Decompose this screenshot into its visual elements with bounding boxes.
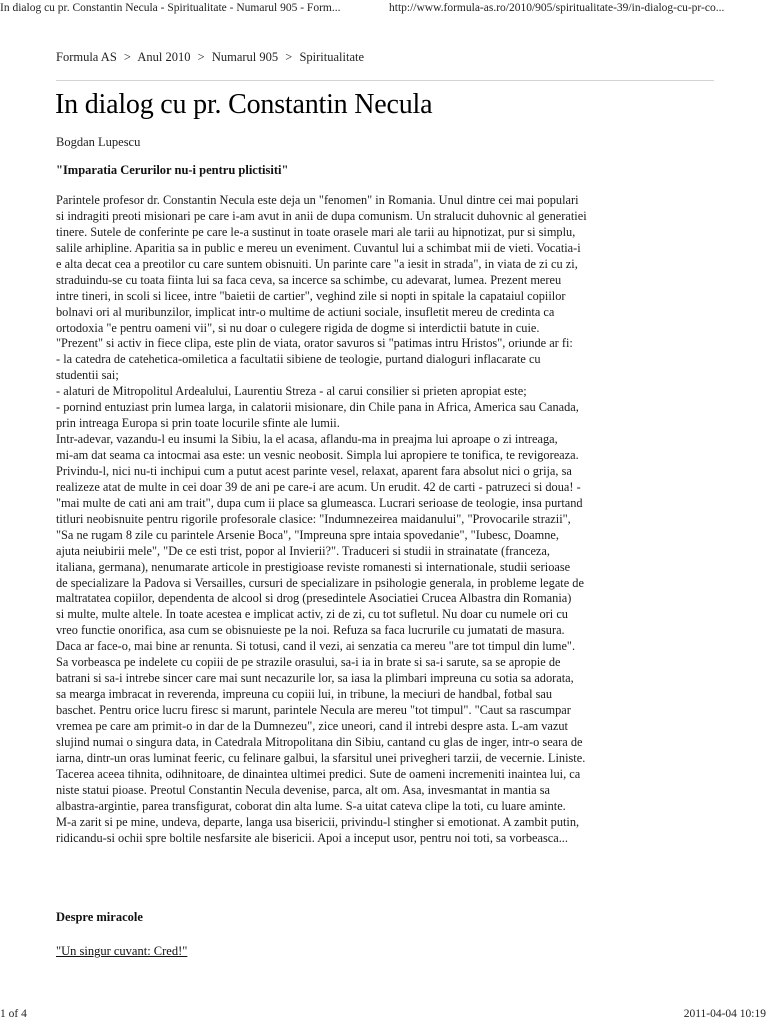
- article-author: Bogdan Lupescu: [56, 135, 141, 149]
- body-text-line: ajuta neiubirii mele", "De ce esti trist, popor al Invierii?". Traduceri si studii in strainatate (franceza,: [56, 543, 550, 558]
- print-header-url: http://www.formula-as.ro/2010/905/spiritualitate-39/in-dialog-cu-pr-co...: [389, 2, 725, 14]
- breadcrumb-separator: >: [123, 50, 131, 64]
- body-text-line: M-a zarit si pe mine, undeva, departe, langa usa bisericii, privindu-l stingher si emotionat. A zambit putin,: [56, 814, 580, 829]
- breadcrumb-separator: >: [285, 50, 293, 64]
- body-text-line: titluri neobisnuite pentru rigorile profesorale clasice: "Indumnezeirea maidanului", "Provocarile strazii",: [56, 511, 571, 526]
- body-text-line: iarna, dintr-un oras luminat feeric, cu felinare galbui, la sfarsitul unei privegheri tarzii, de vecernie. Liniste.: [56, 750, 586, 765]
- body-text-line: ridicandu-si ochii spre boltile nesfarsite ale bisericii. Apoi a inceput usor, pentru noi toti, sa vorbeasca...: [56, 830, 568, 845]
- print-footer-timestamp: 2011-04-04 10:19: [683, 1008, 766, 1020]
- body-text-line: "mai multe de cati ani am trait", dupa cum ii place sa glumeasca. Lucrari serioase de teologie, insa purtand: [56, 495, 583, 510]
- body-text-line: slujind numai o singura data, in Catedrala Mitropolitana din Sibiu, cantand cu glas de inger, intr-o seara de: [56, 734, 583, 749]
- article-title: In dialog cu pr. Constantin Necula: [55, 89, 433, 120]
- body-text-line: si multe, multe altele. In toate acestea e implicat activ, zi de zi, cu tot sufletul. Nu doar cu numele ori cu: [56, 607, 568, 622]
- body-text-line: "Prezent" si activ in fiece clipa, este plin de viata, orator savuros si "patimas intru Hristos", oriunde ar fi:: [56, 336, 573, 351]
- body-text-line: studentii sai;: [56, 368, 119, 383]
- body-text-line: mi-am dat seama ca intocmai asa este: un vesnic neobosit. Simpla lui apropiere te tonifica, te revigoreaza.: [56, 448, 579, 462]
- body-text-line: - la catedra de catehetica-omiletica a facultatii sibiene de teologie, purtand dialoguri inflacarate cu: [56, 352, 541, 367]
- body-text-line: Intr-adevar, vazandu-l eu insumi la Sibiu, la el acasa, aflandu-ma in preajma lui aproape o zi intreaga,: [56, 432, 558, 447]
- body-text-line: ortodoxia "e pentru oameni vii", si nu doar o culegere rigida de dogme si interdictii batute in cuie.: [56, 320, 540, 335]
- print-header: [0, 0, 768, 20]
- body-text-line: salile arhipline. Aparitia sa in public e mereu un eveniment. Cuvantul lui a schimbat mii de vieti. Vocatia-i: [56, 240, 581, 255]
- body-text-line: niste statui pioase. Preotul Constantin Necula devenise, parca, alt om. Asa, invesmantat in mantia sa: [56, 782, 550, 797]
- breadcrumb: [56, 50, 364, 65]
- body-text-line: de specializare la Padova si Versailles, cursuri de specializare in psihologie generala, in probleme legate de: [56, 575, 584, 590]
- body-text-line: vreo functie onorifica, asa cum se obisnuieste pe la noi. Refuza sa faca lucrurile cu jumatati de masura.: [56, 623, 565, 638]
- body-text-line: sa mearga imbracat in reverenda, impreuna cu copiii lui, in tribune, la meciuri de handbal, fotbal sau: [56, 687, 553, 702]
- body-text-line: Parintele profesor dr. Constantin Necula este deja un "fenomen" in Romania. Unul dintre cei mai populari: [56, 193, 579, 207]
- body-text-line: baschet. Pentru orice lucru firesc si marunt, parintele Necula are mereu "tot timpul". "Caut sa rascumpar: [56, 703, 571, 717]
- body-text-line: Privindu-l, nici nu-ti inchipui cum a putut acest parinte vesel, relaxat, aparent fara absolut nici o grija, sa: [56, 463, 572, 478]
- body-text-line: e alta decat cea a preotilor cu care suntem obisnuiti. Un parinte care "a iesit in strada", in viata de zi cu zi,: [56, 256, 578, 271]
- breadcrumb-item-year[interactable]: Anul 2010: [137, 50, 191, 64]
- article-body: [56, 193, 716, 846]
- breadcrumb-item-formula-as[interactable]: Formula AS: [56, 50, 117, 64]
- body-text-line: tinere. Sutele de conferinte pe care le-a sustinut in toate orasele mari ale tarii au hipnotizat, pur si simplu,: [56, 224, 576, 239]
- body-text-line: prin intreaga Europa si prin toate locurile sfinte ale lumii.: [56, 416, 340, 431]
- body-text-line: straduindu-se cu toata fiinta lui sa faca ceva, sa incerce sa schimbe, cu adevarat, lumea. Prezent mereu: [56, 272, 562, 287]
- body-text-line: Sa vorbeasca pe indelete cu copiii de pe strazile orasului, sa-i ia in brate si sa-i sarute, sa se apropie de: [56, 655, 561, 670]
- body-text-line: si indragiti preoti misionari pe care i-am avut in anii de dupa comunism. Un stralucit duhovnic al generatiei: [56, 208, 587, 223]
- body-text-line: intre tineri, in scoli si licee, intre "baietii de cartier", veghind zile si nopti in spitale la capataiul copiilor: [56, 288, 566, 303]
- section-heading: Despre miracole: [56, 910, 143, 924]
- body-text-line: "Sa ne rugam 8 zile cu parintele Arsenie Boca", "Impreuna spre intaia spovedanie", "Iubesc, Doamne,: [56, 527, 559, 542]
- body-text-line: italiana, germana), nenumarate articole in prestigioase reviste romanesti si internationale, studii serioase: [56, 559, 571, 574]
- body-text-line: maltratatea copiilor, dependenta de alcool si drog (presedintele Asociatiei Crucea Albastra din Romania): [56, 591, 572, 606]
- print-footer-page-indicator: 1 of 4: [0, 1008, 27, 1020]
- article-subtitle: "Imparatia Cerurilor nu-i pentru plictisiti": [56, 163, 289, 177]
- body-text-line: bolnavi ori al muribunzilor, implicat intr-o multime de actiuni sociale, insufletit mereu de credinta ca: [56, 304, 555, 319]
- header-divider: [56, 80, 714, 81]
- quote-link[interactable]: "Un singur cuvant: Cred!": [56, 944, 188, 958]
- body-text-line: batrani si sa-i intrebe sincer care mai sunt necazurile lor, sa iasa la plimbari impreuna cu sotia sa adorata,: [56, 671, 574, 686]
- body-text-line: - pornind entuziast prin lumea larga, in calatorii misionare, din Chile pana in Africa, America sau Canada,: [56, 400, 579, 415]
- body-text-line: Tacerea aceea tihnita, odihnitoare, de dinaintea ultimei predici. Sute de oameni incremeniti inaintea lui, ca: [56, 766, 581, 781]
- breadcrumb-item-section[interactable]: Spiritualitate: [299, 50, 365, 64]
- print-header-page-title: In dialog cu pr. Constantin Necula - Spiritualitate - Numarul 905 - Form...: [0, 2, 341, 14]
- body-text-line: realizeze atat de multe in cei doar 39 de ani pe care-i are acum. Un erudit. 42 de carti - patruzeci si doua! -: [56, 479, 581, 494]
- body-text-line: Daca ar face-o, mai bine ar renunta. Si totusi, cand il vezi, ai senzatia ca mereu "are tot timpul din lume".: [56, 639, 576, 654]
- breadcrumb-item-issue[interactable]: Numarul 905: [211, 50, 279, 64]
- breadcrumb-separator: >: [197, 50, 205, 64]
- body-text-line: - alaturi de Mitropolitul Ardealului, Laurentiu Streza - al carui consilier si prieten apropiat este;: [56, 384, 527, 399]
- body-text-line: vremea pe care am primit-o in dar de la Dumnezeu", zice uneori, cand il intrebi despre asta. L-am vazut: [56, 718, 568, 733]
- body-text-line: albastra-argintie, parea transfigurat, coborat din alta lume. S-a uitat cateva clipe la toti, cu luare aminte.: [56, 798, 566, 813]
